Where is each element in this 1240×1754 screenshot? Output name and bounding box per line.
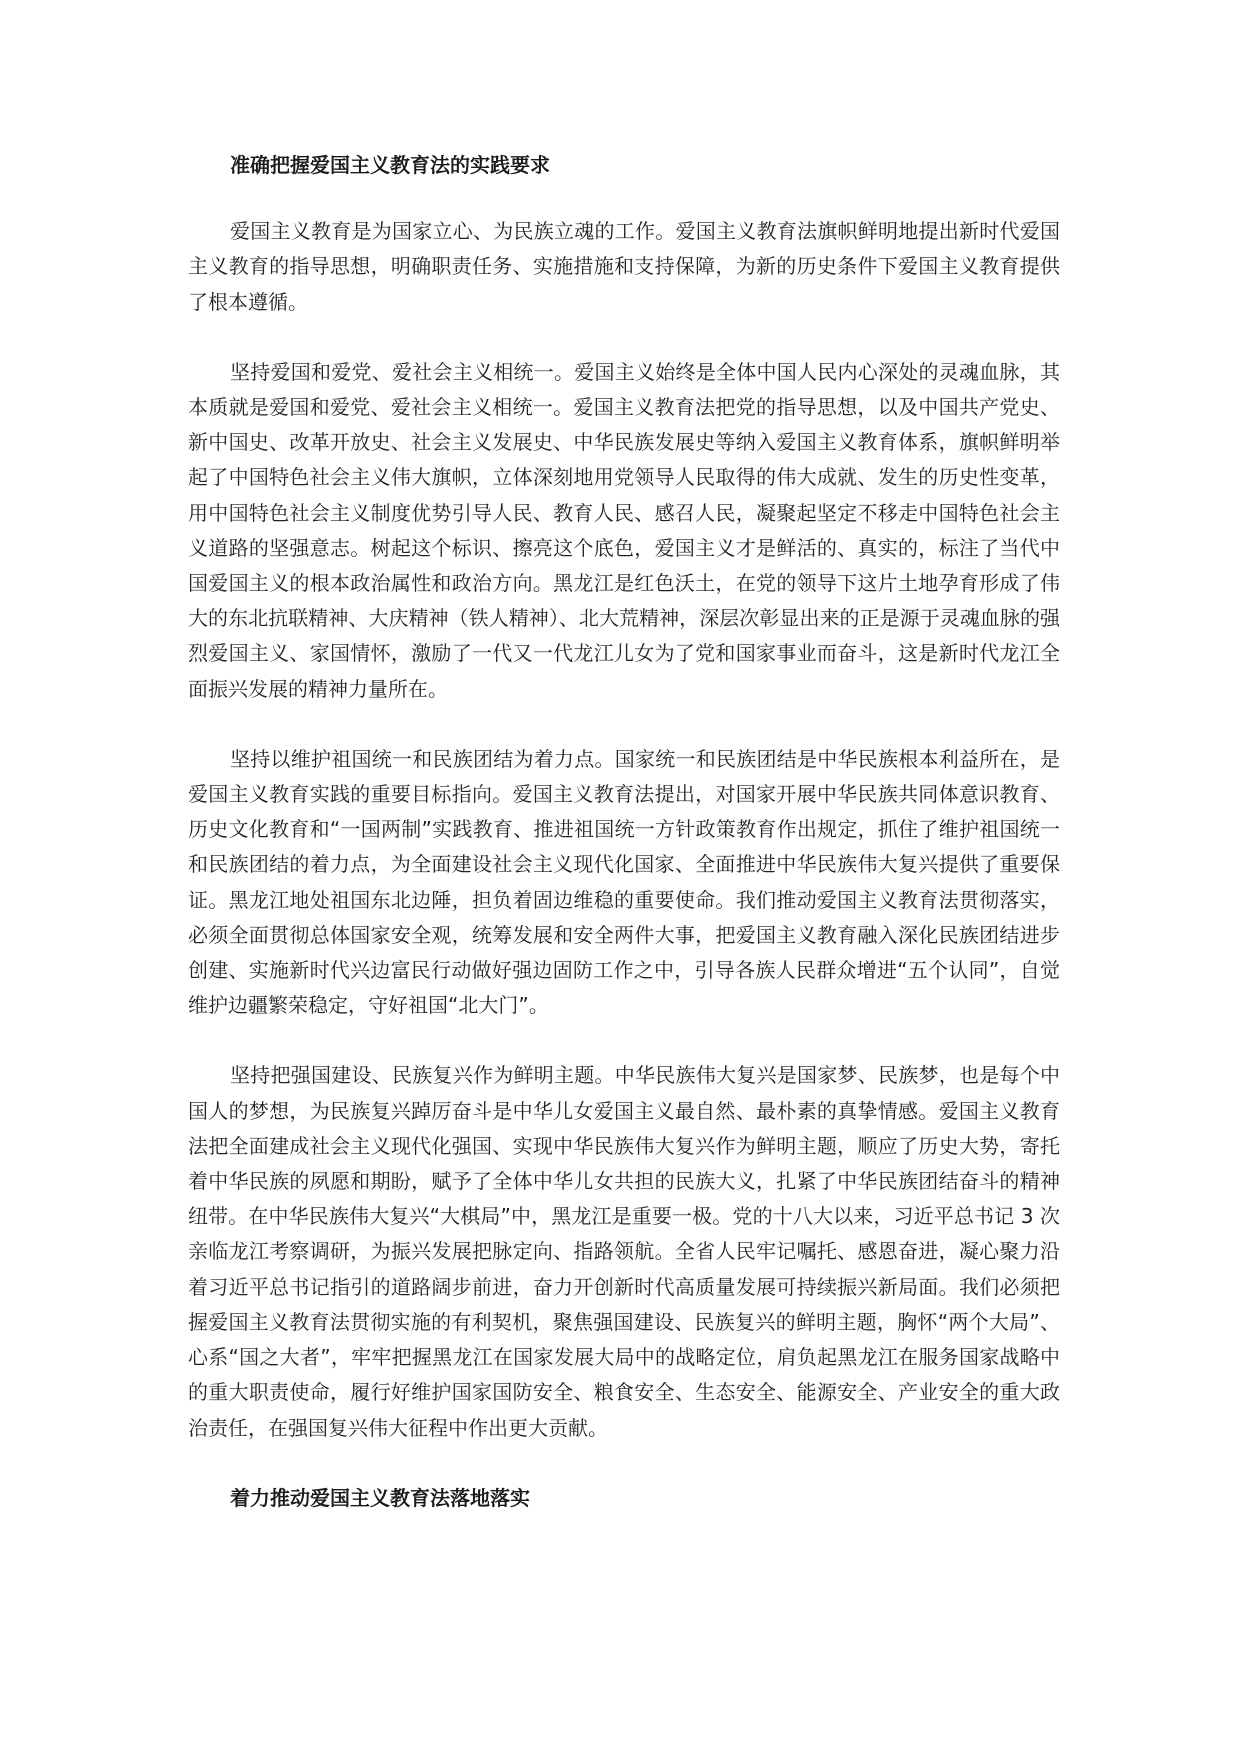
paragraph-unity: 坚持以维护祖国统一和民族团结为着力点。国家统一和民族团结是中华民族根本利益所在，是爱国主义教育实践的重要目标指向。爱国主义教育法提出，对国家开展中华民族共同体意识教育、历史文化教育和“一国两制”实践教育、推进祖国统一方针政策教育作出规定，抓住了维护祖国统一和民族团结的着力点，为全面建设社会主义现代化国家、全面推进中华民族伟大复兴提供了重要保证。黑龙江地处祖国东北边陲，担负着固边维稳的重要使命。我们推动爱国主义教育法贯彻落实，必须全面贯彻总体国家安全观，统筹发展和安全两件大事，把爱国主义教育融入深化民族团结进步创建、实施新时代兴边富民行动做好强边固防工作之中，引导各族人民群众增进“五个认同”，自觉维护边疆繁荣稳定，守好祖国“北大门”。	[188, 746, 1060, 1018]
document-page	[188, 148, 1060, 1547]
paragraph-rejuvenation: 坚持把强国建设、民族复兴作为鲜明主题。中华民族伟大复兴是国家梦、民族梦，也是每个中国人的梦想，为民族复兴踔厉奋斗是中华儿女爱国主义最自然、最朴素的真挚情感。爱国主义教育法把全面建成社会主义现代化强国、实现中华民族伟大复兴作为鲜明主题，顺应了历史大势，寄托着中华民族的夙愿和期盼，赋予了全体中华儿女共担的民族大义，扎紧了中华民族团结奋斗的精神纽带。在中华民族伟大复兴“大棋局”中，黑龙江是重要一极。党的十八大以来，习近平总书记 3 次亲临龙江考察调研，为振兴发展把脉定向、指路领航。全省人民牢记嘱托、感恩奋进，凝心聚力沿着习近平总书记指引的道路阔步前进，奋力开创新时代高质量发展可持续振兴新局面。我们必须把握爱国主义教育法贯彻实施的有利契机，聚焦强国建设、民族复兴的鲜明主题，胸怀“两个大局”、心系“国之大者”，牢牢把握黑龙江在国家发展大局中的战略定位，肩负起黑龙江在服务国家战略中的重大职责使命，履行好维护国家国防安全、粮食安全、生态安全、能源安全、产业安全的重大政治责任，在强国复兴伟大征程中作出更大贡献。	[188, 1063, 1060, 1440]
section-heading-implementation: 着力推动爱国主义教育法落地落实	[230, 1485, 530, 1510]
paragraph-intro: 爱国主义教育是为国家立心、为民族立魂的工作。爱国主义教育法旗帜鲜明地提出新时代爱国主义教育的指导思想，明确职责任务、实施措施和支持保障，为新的历史条件下爱国主义教育提供了根本遵循。	[188, 219, 1060, 314]
paragraph-party-socialism: 坚持爱国和爱党、爱社会主义相统一。爱国主义始终是全体中国人民内心深处的灵魂血脉，其本质就是爱国和爱党、爱社会主义相统一。爱国主义教育法把党的指导思想，以及中国共产党史、新中国史、改革开放史、社会主义发展史、中华民族发展史等纳入爱国主义教育体系，旗帜鲜明举起了中国特色社会主义伟大旗帜，立体深刻地用党领导人民取得的伟大成就、发生的历史性变革，用中国特色社会主义制度优势引导人民、教育人民、感召人民，凝聚起坚定不移走中国特色社会主义道路的坚强意志。树起这个标识、擦亮这个底色，爱国主义才是鲜活的、真实的，标注了当代中国爱国主义的根本政治属性和政治方向。黑龙江是红色沃土，在党的领导下这片土地孕育形成了伟大的东北抗联精神、大庆精神（铁人精神）、北大荒精神，深层次彰显出来的正是源于灵魂血脉的强烈爱国主义、家国情怀，激励了一代又一代龙江儿女为了党和国家事业而奋斗，这是新时代龙江全面振兴发展的精神力量所在。	[188, 359, 1060, 701]
section-heading-practice-requirements: 准确把握爱国主义教育法的实践要求	[230, 153, 550, 177]
